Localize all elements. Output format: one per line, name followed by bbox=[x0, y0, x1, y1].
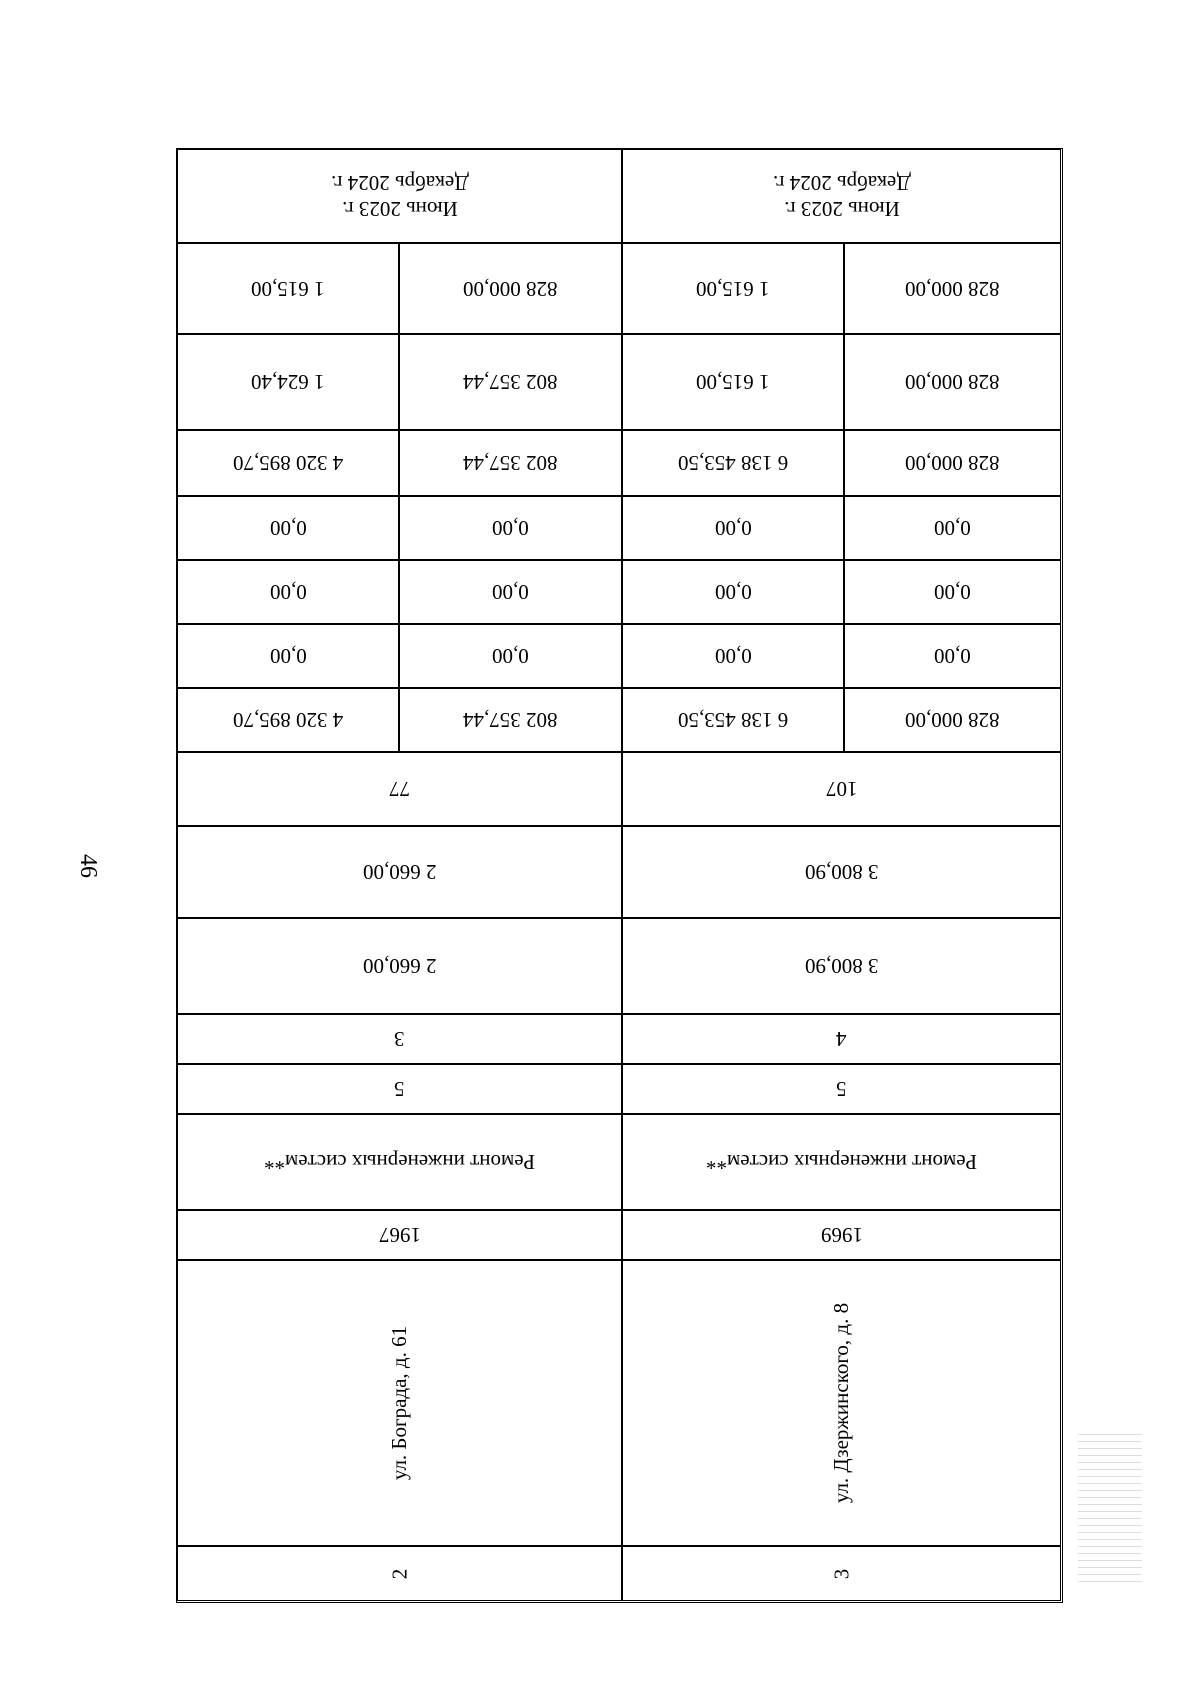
residents-cell: 107 bbox=[622, 752, 1061, 826]
zero-cell: 0,00 bbox=[399, 624, 622, 688]
zero-cell: 0,00 bbox=[399, 560, 622, 624]
zero-cell: 0,00 bbox=[622, 496, 844, 560]
floors-cell: 4 bbox=[622, 1014, 1061, 1064]
zero-cell: 0,00 bbox=[177, 624, 399, 688]
zero-cell: 0,00 bbox=[399, 496, 622, 560]
cost-cell: 828 000,00 bbox=[399, 243, 622, 334]
zero-cell: 0,00 bbox=[622, 560, 844, 624]
zero-cell: 0,00 bbox=[177, 560, 399, 624]
cost-cell: 1 615,00 bbox=[622, 334, 844, 430]
row-number-cell: 3 bbox=[622, 1546, 1061, 1601]
period-cell bbox=[622, 149, 1061, 243]
cost-cell: 4 320 895,70 bbox=[177, 430, 399, 496]
cost-cell: 802 357,44 bbox=[399, 430, 622, 496]
zero-cell: 0,00 bbox=[844, 624, 1061, 688]
cost-cell: 1 615,00 bbox=[622, 243, 844, 334]
repair-table bbox=[176, 148, 1063, 1603]
period-cell bbox=[177, 149, 622, 243]
cost-cell: 828 000,00 bbox=[844, 430, 1061, 496]
entrances-cell: 5 bbox=[622, 1064, 1061, 1114]
work-type-cell: Ремонт инженерных систем** bbox=[622, 1114, 1061, 1210]
cost-cell: 828 000,00 bbox=[844, 334, 1061, 430]
area-cell: 3 800,90 bbox=[622, 826, 1061, 918]
cost-cell: 1 624,40 bbox=[177, 334, 399, 430]
period-end: Декабрь 2024 г. bbox=[330, 171, 469, 195]
year-cell: 1967 bbox=[177, 1210, 622, 1260]
period-start: Июнь 2023 г. bbox=[783, 197, 900, 221]
page-number: 46 bbox=[75, 854, 101, 878]
floors-cell: 3 bbox=[177, 1014, 622, 1064]
cost-cell: 6 138 453,50 bbox=[622, 430, 844, 496]
total-cell: 828 000,00 bbox=[844, 688, 1061, 752]
address-cell: ул. Бограда, д. 61 bbox=[177, 1260, 622, 1546]
zero-cell: 0,00 bbox=[844, 560, 1061, 624]
total-cell: 4 320 895,70 bbox=[177, 688, 399, 752]
row-number-cell: 2 bbox=[177, 1546, 622, 1601]
zero-cell: 0,00 bbox=[177, 496, 399, 560]
work-type-cell: Ремонт инженерных систем** bbox=[177, 1114, 622, 1210]
cost-cell: 802 357,44 bbox=[399, 334, 622, 430]
area-cell: 2 660,00 bbox=[177, 918, 622, 1014]
total-cell: 6 138 453,50 bbox=[622, 688, 844, 752]
cost-cell: 1 615,00 bbox=[177, 243, 399, 334]
area-cell: 3 800,90 bbox=[622, 918, 1061, 1014]
cost-cell: 828 000,00 bbox=[844, 243, 1061, 334]
entrances-cell: 5 bbox=[177, 1064, 622, 1114]
period-end: Декабрь 2024 г. bbox=[772, 171, 911, 195]
area-cell: 2 660,00 bbox=[177, 826, 622, 918]
address-cell: ул. Дзержинского, д. 8 bbox=[622, 1260, 1061, 1546]
total-cell: 802 357,44 bbox=[399, 688, 622, 752]
zero-cell: 0,00 bbox=[844, 496, 1061, 560]
residents-cell: 77 bbox=[177, 752, 622, 826]
zero-cell: 0,00 bbox=[622, 624, 844, 688]
scan-noise bbox=[1078, 1432, 1142, 1582]
period-start: Июнь 2023 г. bbox=[341, 197, 458, 221]
year-cell: 1969 bbox=[622, 1210, 1061, 1260]
